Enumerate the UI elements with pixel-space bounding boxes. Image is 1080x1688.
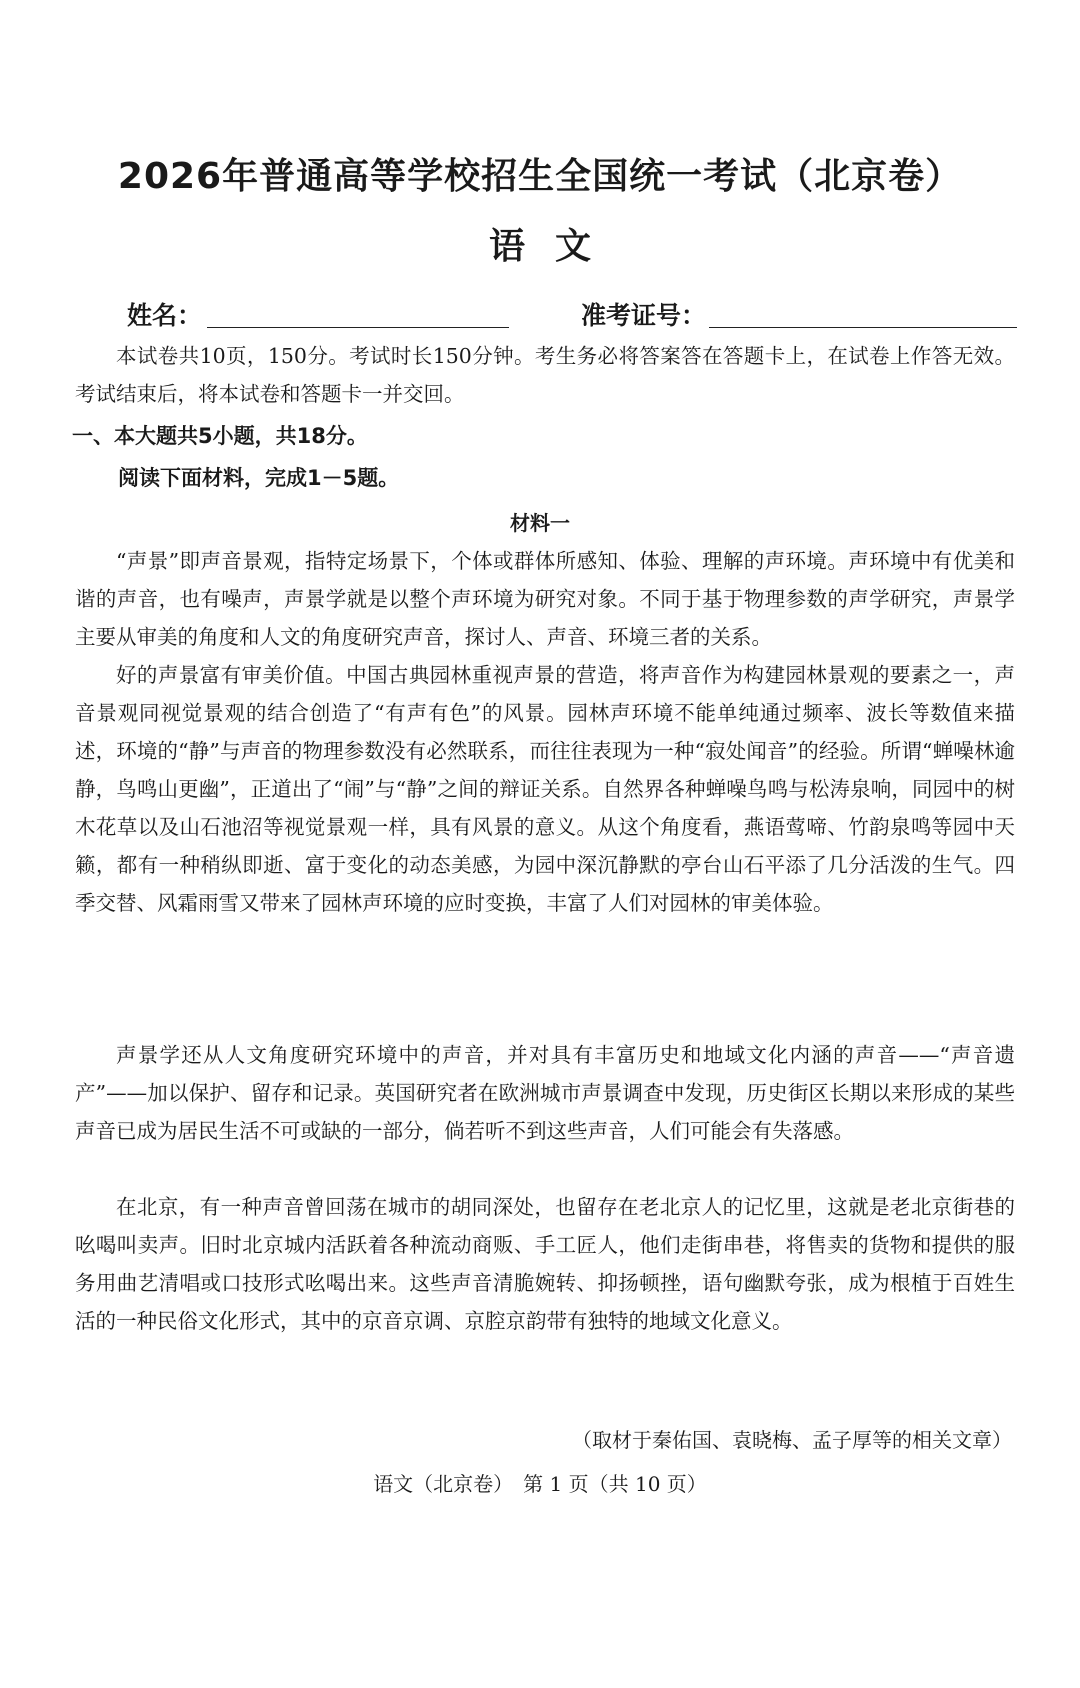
candidate-info [127,296,1017,336]
source-citation: （取材于秦佑国、袁晓梅、孟子厚等的相关文章） [572,1428,1012,1452]
paragraph-4: 在北京，有一种声音曾回荡在城市的胡同深处，也留存在老北京人的记忆里，这就是老北京街巷的吆喝叫卖声。旧时北京城内活跃着各种流动商贩、手工匠人，他们走街串巷，将售卖的货物和提供的服务用曲艺清唱或口技形式吆喝出来。这些声音清脆婉转、抑扬顿挫，语句幽默夸张，成为根植于百姓生活的一种民俗文化形式，其中的京音京调、京腔京韵带有独特的地域文化意义。 [75,1195,1015,1333]
paragraph-3: 声景学还从人文角度研究环境中的声音，并对具有丰富历史和地域文化内涵的声音——“声音遗产”——加以保护、留存和记录。英国研究者在欧洲城市声景调查中发现，历史街区长期以来形成的某些声音已成为居民生活不可或缺的一部分，倘若听不到这些声音，人们可能会有失落感。 [75,1043,1015,1143]
section-heading: 一、本大题共5小题，共18分。 [72,424,368,448]
paragraph-1: “声景”即声音景观，指特定场景下，个体或群体所感知、体验、理解的声环境。声环境中有优美和谐的声音，也有噪声，声景学就是以整个声环境为研究对象。不同于基于物理参数的声学研究，声景学主要从审美的角度和人文的角度研究声音，探讨人、声音、环境三者的关系。 [75,549,1015,649]
instructions: 本试卷共10页，150分。考试时长150分钟。考生务必将答案答在答题卡上，在试卷上作答无效。考试结束后，将本试卷和答题卡一并交回。 [75,344,1015,406]
exam-id-label: 准考证号： [581,301,707,330]
subject-title: 语文 [488,226,621,267]
name-label: 姓名： [127,301,203,330]
exam-title: 2026年普通高等学校招生全国统一考试（北京卷） [117,156,963,197]
material-title: 材料一 [510,511,570,535]
name-blank-line [207,327,509,328]
exam-id-blank-line [709,327,1017,328]
paragraph-2: 好的声景富有审美价值。中国古典园林重视声景的营造，将声音作为构建园林景观的要素之一，声音景观同视觉景观的结合创造了“有声有色”的风景。园林声环境不能单纯通过频率、波长等数值来描述，环境的“静”与声音的物理参数没有必然联系，而往往表现为一种“寂处闻音”的经验。所谓“蝉噪林逾静，鸟鸣山更幽”，正道出了“闹”与“静”之间的辩证关系。自然界各种蝉噪鸟鸣与松涛泉响，同园中的树木花草以及山石池沼等视觉景观一样，具有风景的意义。从这个角度看，燕语莺啼、竹韵泉鸣等园中天籁，都有一种稍纵即逝、富于变化的动态美感，为园中深沉静默的亭台山石平添了几分活泼的生气。四季交替、风霜雨雪又带来了园林声环境的应时变换，丰富了人们对园林的审美体验。 [75,663,1015,915]
page-footer: 语文（北京卷） 第 1 页（共 10 页） [373,1472,707,1496]
section-prompt: 阅读下面材料，完成1－5题。 [118,466,400,490]
